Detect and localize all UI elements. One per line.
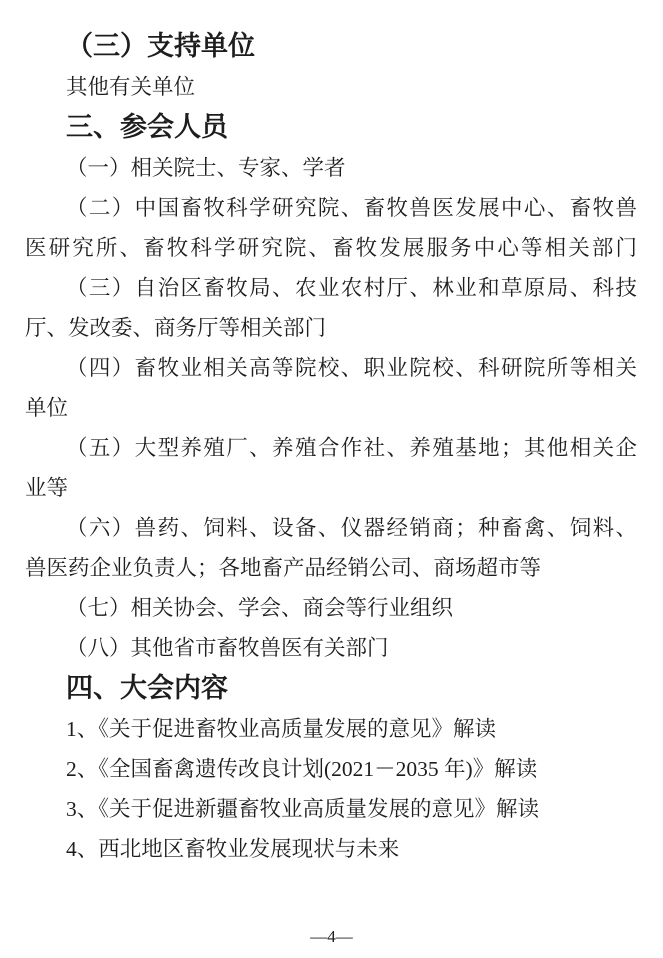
paragraph	[25, 789, 637, 829]
text-line: （八）其他省市畜牧兽医有关部门	[66, 636, 389, 660]
text-line: （五）大型养殖厂、养殖合作社、养殖基地；其他相关企	[66, 436, 637, 460]
text-line: （三）自治区畜牧局、农业农村厅、林业和草原局、科技	[66, 276, 637, 300]
text-line: 四、大会内容	[66, 673, 228, 703]
section-heading	[25, 668, 637, 709]
paragraph	[25, 508, 637, 588]
text-line: 兽医药企业负责人；各地畜产品经销公司、商场超市等	[25, 556, 542, 580]
paragraph	[25, 628, 637, 668]
paragraph	[25, 588, 637, 628]
document-body	[25, 26, 637, 869]
text-line: （三）支持单位	[66, 31, 255, 61]
paragraph	[25, 829, 637, 869]
text-line: （七）相关协会、学会、商会等行业组织	[66, 596, 454, 620]
text-line: （六）兽药、饲料、设备、仪器经销商；种畜禽、饲料、	[66, 516, 637, 540]
page-footer	[0, 927, 663, 947]
text-line: 三、参会人员	[66, 112, 228, 142]
text-line: 3、《关于促进新疆畜牧业高质量发展的意见》解读	[66, 797, 540, 821]
section-heading	[25, 107, 637, 148]
text-line: 业等	[25, 476, 69, 500]
page-number: —4—	[310, 927, 353, 946]
paragraph	[25, 268, 637, 348]
text-line: 1、《关于促进畜牧业高质量发展的意见》解读	[66, 717, 497, 741]
text-line: 4、西北地区畜牧业发展现状与未来	[66, 837, 400, 861]
text-line: （一）相关院士、专家、学者	[66, 156, 346, 180]
paragraph	[25, 188, 637, 268]
text-line: 单位	[25, 396, 69, 420]
text-line: 2、《全国畜禽遗传改良计划(2021－2035 年)》解读	[66, 757, 538, 781]
paragraph	[25, 709, 637, 749]
text-line: 医研究所、畜牧科学研究院、畜牧发展服务中心等相关部门	[25, 236, 637, 260]
sub-heading	[25, 26, 637, 67]
paragraph	[25, 428, 637, 508]
text-line: （四）畜牧业相关高等院校、职业院校、科研院所等相关	[66, 356, 637, 380]
text-line: （二）中国畜牧科学研究院、畜牧兽医发展中心、畜牧兽	[66, 196, 637, 220]
paragraph	[25, 348, 637, 428]
paragraph	[25, 148, 637, 188]
text-line: 其他有关单位	[66, 75, 196, 99]
text-line: 厅、发改委、商务厅等相关部门	[25, 316, 327, 340]
paragraph	[25, 67, 637, 107]
paragraph	[25, 749, 637, 789]
